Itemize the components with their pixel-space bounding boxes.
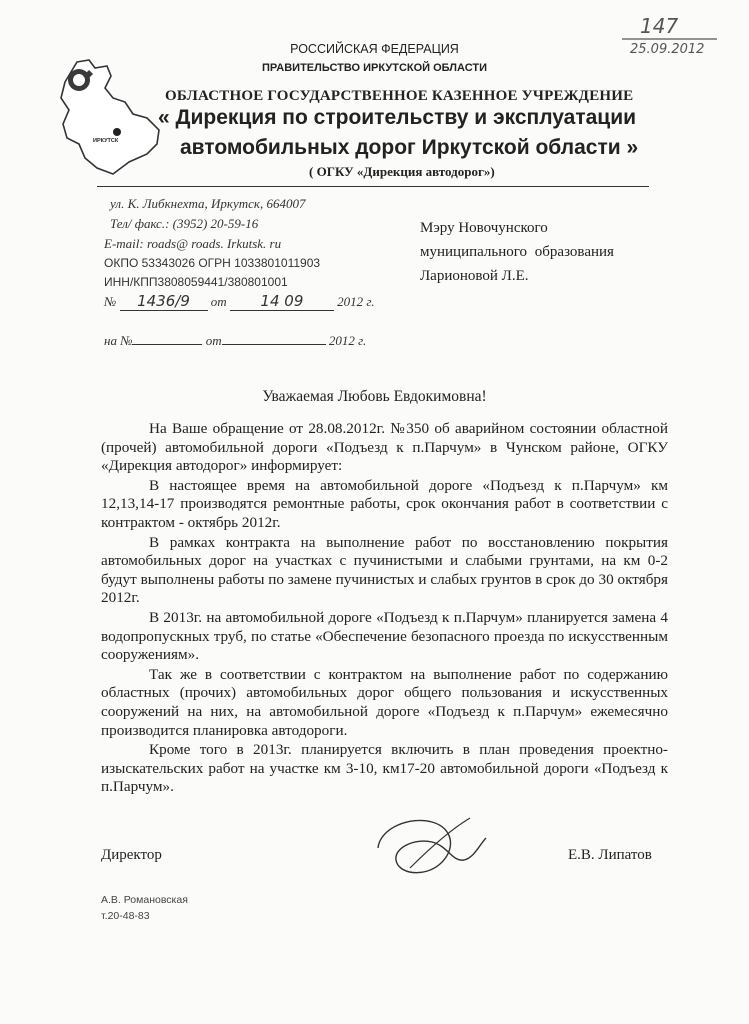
org-name-line1: « Дирекция по строительству и эксплуатации [158,106,637,129]
org-inn-kpp: ИНН/КПП3808059441/380801001 [104,275,288,289]
header-divider [97,186,649,187]
reply-prefix: на № [104,333,133,348]
org-address: ул. К. Либкнехта, Иркутск, 664007 [110,196,306,211]
org-short-name: ( ОГКУ «Дирекция автодорог») [309,164,495,179]
reply-from-label: от [205,333,222,348]
registration-number: 147 [640,14,679,38]
org-name-line2: автомобильных дорог Иркутской области » [180,136,639,159]
paragraph-5: Так же в соответствии с контрактом на выполнение работ по содержанию областных (прочих) автомобильных дорог общего пользования и искусственных сооружений на них, на автомобильной дороге «Подъезд к п.Парчум» ежемесячно производится планировка автодороги. [101,665,668,739]
signer-position: Директор [101,847,162,863]
paragraph-1: На Ваше обращение от 28.08.2012г. №350 об аварийном состоянии областной (прочей) автомобильной дороги «Подъезд к п.Парчум» в Чунском районе, ОГКУ «Дирекция автодорог» информирует: [101,420,668,475]
paragraph-4: В 2013г. на автомобильной дороге «Подъезд к п.Парчум» планируется замена 4 водопропускных труб, по статье «Обеспечение безопасного проезда по искусственным сооружениям». [101,608,668,664]
paragraph-6: Кроме того в 2013г. планируется включить в план проведения проектно-изыскательских работ на участке км 3-10, км17-20 автомобильной дороги «Подъезд к п.Парчум». [101,741,668,796]
reply-number-line [104,332,366,349]
executor-name: А.В. Романовская [101,894,188,906]
reply-date-blank [222,332,326,345]
paragraph-2: В настоящее время на автомобильной дороге «Подъезд к п.Парчум» км 12,13,14-17 производятся ремонтные работы, срок окончания работ в соответствии с контрактом - октябрь 2012г. [101,476,668,531]
salutation: Уважаемая Любовь Евдокимовна! [262,388,487,405]
paragraph-3: В рамках контракта на выполнение работ по восстановлению покрытия автомобильных дорог на участках с пучинистыми и слабыми грунтами, на км 0-2 будут выполнены работы по замене пучинистых и слабых грунтов в срок до 30 октября 2012г. [101,533,668,607]
executor-phone: т.20-48-83 [101,910,150,922]
outgoing-from-label: от [210,294,227,309]
signer-name: Е.В. Липатов [568,847,652,863]
org-email: E-mail: roads@ roads. Irkutsk. ru [104,236,282,251]
header-government: ПРАВИТЕЛЬСТВО ИРКУТСКОЙ ОБЛАСТИ [262,62,487,74]
addressee-line2: муниципального образования [420,244,614,260]
outgoing-prefix: № [104,294,117,309]
org-phone: Тел/ факс.: (3952) 20-59-16 [110,216,259,231]
handwritten-signature [370,808,490,883]
outgoing-date: 14 09 [230,292,334,311]
outgoing-number: 1436/9 [120,292,208,311]
org-okpo-ogrn: ОКПО 53343026 ОГРН 1033801011903 [104,256,321,270]
region-logo [55,58,165,176]
logo-label: ИРКУТСК [93,138,119,144]
addressee-line3: Ларионовой Л.Е. [420,268,529,284]
registration-date: 25.09.2012 [630,42,705,57]
org-type: ОБЛАСТНОЕ ГОСУДАРСТВЕННОЕ КАЗЕННОЕ УЧРЕЖДЕНИЕ [165,88,634,104]
outgoing-year: 2012 г. [337,294,375,309]
outgoing-number-line [104,292,375,311]
letter-body [101,420,668,798]
reply-year: 2012 г. [328,333,367,348]
header-country: РОССИЙСКАЯ ФЕДЕРАЦИЯ [290,42,459,56]
reply-number-blank [132,332,202,345]
addressee-line1: Мэру Новочунского [420,220,548,236]
